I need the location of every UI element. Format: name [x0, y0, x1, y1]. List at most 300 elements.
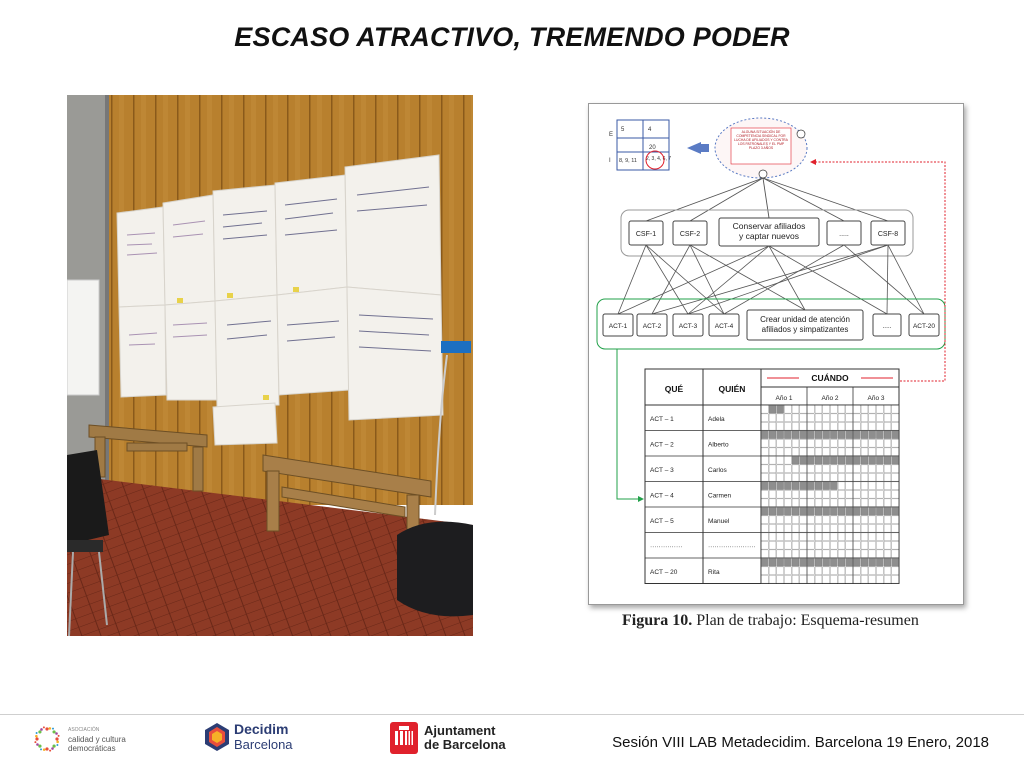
schedule-cell — [892, 550, 899, 558]
schedule-cell — [830, 431, 837, 439]
schedule-cell — [892, 473, 899, 481]
schedule-cell — [884, 448, 891, 456]
schedule-cell — [815, 541, 822, 549]
act-node-label: ACT-4 — [714, 323, 734, 330]
schedule-cell — [892, 490, 899, 498]
schedule-cell — [892, 533, 899, 541]
schedule-cell — [861, 541, 868, 549]
schedule-cell — [761, 524, 768, 532]
schedule-cell — [807, 456, 814, 464]
schedule-cell — [853, 550, 860, 558]
schedule-cell — [853, 499, 860, 507]
schedule-cell — [846, 541, 853, 549]
schedule-cell — [784, 550, 791, 558]
schedule-cell — [777, 567, 784, 575]
table-cell-quien: Carlos — [708, 466, 727, 474]
schedule-cell — [884, 499, 891, 507]
schedule-cell — [861, 550, 868, 558]
schedule-cell — [846, 456, 853, 464]
schedule-cell — [830, 456, 837, 464]
schedule-cell — [800, 499, 807, 507]
connector-line — [688, 245, 888, 314]
schedule-cell — [815, 448, 822, 456]
schedule-cell — [777, 541, 784, 549]
schedule-cell — [846, 507, 853, 515]
schedule-cell — [830, 405, 837, 413]
minus-icon — [759, 170, 767, 178]
schedule-cell — [777, 533, 784, 541]
schedule-cell — [777, 524, 784, 532]
schedule-cell — [800, 567, 807, 575]
year-label: Año 3 — [867, 395, 885, 402]
matrix-cell: 4 — [648, 127, 652, 133]
schedule-cell — [807, 541, 814, 549]
schedule-cell — [815, 524, 822, 532]
schedule-cell — [800, 533, 807, 541]
schedule-cell — [869, 405, 876, 413]
center-node-text: ALGUNA SITUACIÓN DE COMPETENCIA SINDICAL FOR LUCHA DE AFILIADOS Y CONTRA LOS PATRONALES Y EL PMP — [734, 130, 788, 146]
schedule-cell — [838, 516, 845, 524]
logo1-line2: democráticas — [68, 743, 116, 753]
table-cell-quien: Alberto — [708, 441, 729, 449]
schedule-cell — [838, 507, 845, 515]
schedule-cell — [800, 507, 807, 515]
schedule-cell — [792, 465, 799, 473]
schedule-cell — [861, 465, 868, 473]
schedule-cell — [823, 541, 830, 549]
schedule-cell — [876, 490, 883, 498]
schedule-cell — [892, 422, 899, 430]
schedule-cell — [892, 524, 899, 532]
schedule-cell — [761, 541, 768, 549]
matrix-row-e: E — [609, 132, 614, 138]
connector-line — [763, 178, 844, 221]
schedule-cell — [769, 414, 776, 422]
schedule-cell — [792, 567, 799, 575]
schedule-cell — [853, 422, 860, 430]
schedule-cell — [792, 558, 799, 566]
center-objective-node — [715, 118, 807, 178]
schedule-cell — [830, 473, 837, 481]
schedule-cell — [869, 490, 876, 498]
connector-line — [887, 245, 888, 314]
schedule-cell — [838, 550, 845, 558]
schedule-cell — [769, 558, 776, 566]
year-label: Año 1 — [775, 395, 793, 402]
schedule-cell — [853, 490, 860, 498]
schedule-cell — [892, 448, 899, 456]
schedule-cell — [884, 575, 891, 583]
schedule-cell — [807, 465, 814, 473]
schedule-cell — [807, 405, 814, 413]
schedule-cell — [823, 499, 830, 507]
schedule-cell — [846, 524, 853, 532]
schedule-cell — [815, 456, 822, 464]
schedule-cell — [876, 516, 883, 524]
matrix-row-i: I — [609, 158, 611, 164]
schedule-cell — [800, 524, 807, 532]
schedule-cell — [838, 533, 845, 541]
schedule-cell — [761, 456, 768, 464]
schedule-cell — [869, 473, 876, 481]
schedule-cell — [784, 516, 791, 524]
schedule-cell — [769, 482, 776, 490]
schedule-cell — [784, 473, 791, 481]
csf-node-label: CSF-1 — [635, 231, 657, 238]
act-node-label: ACT-20 — [912, 323, 936, 330]
schedule-cell — [869, 575, 876, 583]
act-node-label: ..... — [882, 323, 892, 330]
schedule-cell — [807, 507, 814, 515]
connector-line — [888, 245, 924, 314]
schedule-cell — [853, 439, 860, 447]
schedule-cell — [823, 482, 830, 490]
schedule-cell — [884, 516, 891, 524]
schedule-cell — [761, 465, 768, 473]
schedule-cell — [792, 473, 799, 481]
table-cell-quien: Manuel — [708, 517, 730, 525]
schedule-cell — [769, 533, 776, 541]
schedule-cell — [830, 524, 837, 532]
schedule-cell — [861, 431, 868, 439]
schedule-cell — [761, 567, 768, 575]
table-cell-que: ACT – 1 — [650, 415, 674, 423]
schedule-cell — [838, 524, 845, 532]
schedule-cell — [761, 533, 768, 541]
schedule-cell — [800, 448, 807, 456]
connector-line — [646, 245, 688, 314]
schedule-cell — [892, 499, 899, 507]
schedule-cell — [807, 439, 814, 447]
schedule-cell — [876, 405, 883, 413]
schedule-cell — [784, 499, 791, 507]
schedule-cell — [807, 499, 814, 507]
schedule-cell — [823, 456, 830, 464]
schedule-cell — [807, 490, 814, 498]
caption-text: Plan de trabajo: Esquema-resumen — [696, 612, 919, 629]
arrow-left-icon — [687, 142, 701, 154]
schedule-cell — [769, 541, 776, 549]
schedule-cell — [846, 490, 853, 498]
schedule-cell — [884, 490, 891, 498]
schedule-cell — [876, 439, 883, 447]
schedule-cell — [823, 431, 830, 439]
header-que: QUÉ — [664, 384, 684, 394]
schedule-cell — [838, 490, 845, 498]
schedule-cell — [777, 499, 784, 507]
schedule-cell — [853, 541, 860, 549]
schedule-cell — [761, 431, 768, 439]
schedule-cell — [876, 482, 883, 490]
schedule-cell — [815, 473, 822, 481]
schedule-cell — [884, 414, 891, 422]
year-label: Año 2 — [821, 395, 839, 402]
schedule-cell — [792, 490, 799, 498]
schedule-cell — [792, 524, 799, 532]
schedule-cell — [823, 405, 830, 413]
schedule-cell — [838, 482, 845, 490]
schedule-cell — [846, 499, 853, 507]
schedule-cell — [784, 533, 791, 541]
schedule-cell — [777, 448, 784, 456]
schedule-cell — [892, 507, 899, 515]
schedule-cell — [807, 533, 814, 541]
schedule-cell — [830, 558, 837, 566]
connector-line — [646, 178, 763, 221]
logo-ajuntament-barcelona — [390, 722, 506, 754]
schedule-cell — [800, 516, 807, 524]
schedule-cell — [861, 524, 868, 532]
schedule-cell — [869, 482, 876, 490]
schedule-cell — [807, 414, 814, 422]
schedule-cell — [784, 439, 791, 447]
schedule-cell — [792, 541, 799, 549]
schedule-cell — [807, 482, 814, 490]
schedule-cell — [784, 575, 791, 583]
schedule-cell — [846, 516, 853, 524]
schedule-cell — [884, 507, 891, 515]
dots-logo-icon — [30, 722, 64, 756]
schedule-cell — [876, 414, 883, 422]
schedule-cell — [830, 550, 837, 558]
schedule-cell — [761, 490, 768, 498]
schedule-cell — [784, 507, 791, 515]
schedule-cell — [823, 533, 830, 541]
schedule-cell — [769, 524, 776, 532]
schedule-cell — [815, 405, 822, 413]
schedule-cell — [876, 431, 883, 439]
schedule-cell — [800, 465, 807, 473]
schedule-cell — [800, 558, 807, 566]
logo-calidad-cultura-democraticas — [30, 722, 126, 756]
schedule-cell — [876, 456, 883, 464]
schedule-cell — [807, 567, 814, 575]
schedule-cell — [884, 533, 891, 541]
schedule-cell — [761, 473, 768, 481]
table-cell-quien: Adela — [708, 415, 725, 423]
schedule-cell — [892, 541, 899, 549]
schedule-cell — [823, 439, 830, 447]
schedule-cell — [884, 524, 891, 532]
schedule-cell — [838, 431, 845, 439]
table-cell-que: ACT – 2 — [650, 441, 674, 449]
schedule-cell — [792, 499, 799, 507]
header-cuando: CUÁNDO — [811, 373, 849, 383]
schedule-cell — [769, 431, 776, 439]
schedule-cell — [892, 575, 899, 583]
schedule-cell — [861, 422, 868, 430]
schedule-cell — [800, 439, 807, 447]
connector-line — [763, 178, 769, 218]
schedule-cell — [869, 422, 876, 430]
decidim-logo-icon — [205, 723, 229, 751]
schedule-cell — [761, 499, 768, 507]
schedule-cell — [807, 473, 814, 481]
schedule-cell — [769, 473, 776, 481]
schedule-cell — [869, 499, 876, 507]
schedule-cell — [876, 575, 883, 583]
schedule-cell — [792, 550, 799, 558]
schedule-cell — [823, 507, 830, 515]
schedule-cell — [876, 473, 883, 481]
schedule-cell — [876, 541, 883, 549]
schedule-cell — [815, 414, 822, 422]
schedule-cell — [769, 507, 776, 515]
schedule-cell — [792, 575, 799, 583]
table-cell-que: ACT – 5 — [650, 517, 674, 525]
schedule-cell — [800, 490, 807, 498]
schedule-cell — [807, 431, 814, 439]
schedule-cell — [830, 448, 837, 456]
table-cell-que: ACT – 4 — [650, 492, 674, 500]
schedule-cell — [815, 575, 822, 583]
schedule-cell — [884, 482, 891, 490]
schedule-cell — [807, 448, 814, 456]
schedule-cell — [869, 550, 876, 558]
logo1-line1: calidad y cultura — [68, 734, 126, 744]
schedule-cell — [777, 516, 784, 524]
schedule-cell — [892, 516, 899, 524]
schedule-cell — [769, 550, 776, 558]
act-node-label: Crear unidad de atención — [760, 315, 850, 324]
schedule-cell — [761, 482, 768, 490]
schedule-cell — [876, 507, 883, 515]
schedule-cell — [769, 575, 776, 583]
schedule-cell — [777, 456, 784, 464]
schedule-cell — [869, 431, 876, 439]
schedule-cell — [777, 473, 784, 481]
matrix-cell: 20 — [649, 145, 656, 151]
matrix-cell: 8, 9, 11 — [619, 158, 637, 164]
schedule-cell — [846, 465, 853, 473]
schedule-cell — [876, 567, 883, 575]
schedule-cell — [807, 422, 814, 430]
schedule-cell — [830, 516, 837, 524]
schedule-cell — [823, 465, 830, 473]
table-cell-que: ··············· — [650, 543, 683, 551]
work-plan-diagram — [588, 103, 964, 605]
schedule-cell — [861, 516, 868, 524]
schedule-cell — [876, 448, 883, 456]
schedule-cell — [784, 524, 791, 532]
schedule-cell — [769, 516, 776, 524]
schedule-cell — [792, 439, 799, 447]
schedule-cell — [853, 575, 860, 583]
logo-decidim-barcelona — [205, 722, 293, 752]
matrix-cell: 5 — [621, 127, 625, 133]
schedule-cell — [777, 405, 784, 413]
schedule-cell — [784, 567, 791, 575]
schedule-cell — [869, 558, 876, 566]
schedule-cell — [846, 422, 853, 430]
logo3-line2: de Barcelona — [424, 737, 506, 752]
schedule-cell — [815, 431, 822, 439]
schedule-cell — [823, 575, 830, 583]
schedule-cell — [892, 567, 899, 575]
schedule-cell — [846, 448, 853, 456]
schedule-cell — [861, 482, 868, 490]
schedule-cell — [846, 431, 853, 439]
table-cell-quien: Carmen — [708, 492, 732, 500]
table-cell-que: ACT – 3 — [650, 466, 674, 474]
schedule-cell — [830, 499, 837, 507]
act-node-label-2: afiliados y simpatizantes — [761, 325, 849, 334]
schedule-cell — [838, 448, 845, 456]
schedule-cell — [853, 473, 860, 481]
schedule-cell — [892, 456, 899, 464]
csf-node-label: CSF-2 — [679, 231, 701, 238]
logo3-line1: Ajuntament — [424, 723, 496, 738]
schedule-cell — [869, 567, 876, 575]
schedule-cell — [846, 558, 853, 566]
plus-icon — [797, 130, 805, 138]
schedule-cell — [769, 405, 776, 413]
csf-node-label: Conservar afiliados — [732, 221, 806, 231]
schedule-cell — [892, 465, 899, 473]
schedule-cell — [830, 490, 837, 498]
logo2-line1: Decidim — [234, 721, 289, 737]
figure-caption — [622, 612, 919, 630]
schedule-cell — [777, 507, 784, 515]
schedule-cell — [869, 541, 876, 549]
schedule-cell — [815, 567, 822, 575]
schedule-cell — [792, 507, 799, 515]
schedule-cell — [861, 558, 868, 566]
schedule-cell — [807, 575, 814, 583]
schedule-cell — [815, 482, 822, 490]
schedule-cell — [830, 482, 837, 490]
schedule-cell — [876, 422, 883, 430]
schedule-cell — [846, 482, 853, 490]
schedule-cell — [800, 550, 807, 558]
connector-line — [724, 245, 844, 314]
connector-line — [690, 178, 763, 221]
schedule-cell — [800, 473, 807, 481]
connector-line — [652, 245, 888, 314]
schedule-cell — [846, 414, 853, 422]
schedule-cell — [853, 448, 860, 456]
schedule-cell — [823, 550, 830, 558]
schedule-cell — [892, 439, 899, 447]
schedule-cell — [838, 575, 845, 583]
header-quien: QUIÉN — [718, 384, 746, 394]
schedule-cell — [869, 524, 876, 532]
schedule-cell — [884, 473, 891, 481]
logo2-line2: Barcelona — [234, 737, 293, 752]
schedule-cell — [800, 405, 807, 413]
schedule-cell — [784, 405, 791, 413]
matrix-cell: 2, 3, 4, 6, 7 — [646, 156, 672, 162]
schedule-cell — [861, 405, 868, 413]
schedule-cell — [892, 414, 899, 422]
schedule-cell — [807, 558, 814, 566]
schedule-cell — [784, 414, 791, 422]
act-node-label: ACT-3 — [678, 323, 698, 330]
schedule-cell — [838, 465, 845, 473]
schedule-cell — [838, 499, 845, 507]
workshop-photo — [67, 95, 473, 636]
schedule-cell — [830, 414, 837, 422]
slide-title: ESCASO ATRACTIVO, TREMENDO PODER — [234, 22, 790, 52]
schedule-cell — [846, 575, 853, 583]
schedule-cell — [892, 482, 899, 490]
schedule-cell — [838, 473, 845, 481]
schedule-cell — [777, 431, 784, 439]
csf-node-label-2: y captar nuevos — [738, 231, 800, 241]
schedule-cell — [861, 473, 868, 481]
schedule-cell — [815, 558, 822, 566]
schedule-cell — [853, 567, 860, 575]
